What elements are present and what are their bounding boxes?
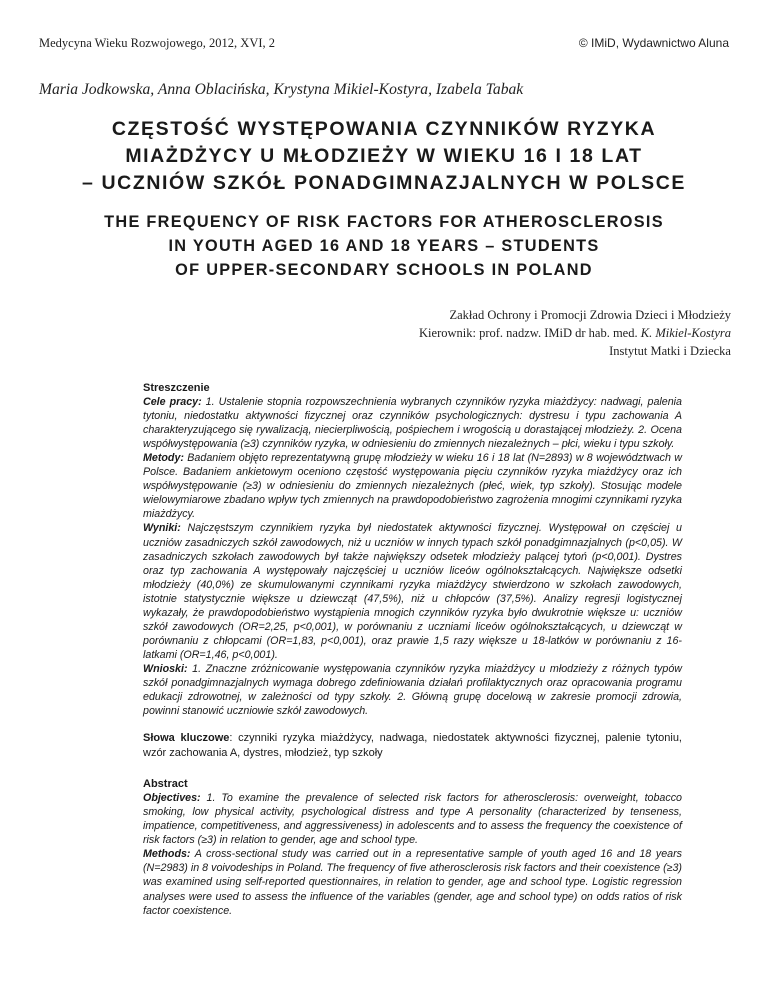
results-text: Najczęstszym czynnikiem ryzyka był niedostatek aktywności fizycznej. Występował on częściej u uczniów zasadniczych szkół zawodowych, niż u uczniów w innych typach szkół ponadgimnazjalnych (p<0,05). W zasadniczych szkołach zawodowych był także największy odsetek młodzieży palącej tytoń (p<0,001). Dystres oraz typ zachowania A występowały najczęściej u uczniów liceów ogólnokształcących. Największe odsetki młodzieży (40,0%) ze skumulowanymi czynnikami ryzyka miażdżycy stwierdzono w szkołach zawodowych, istotnie statystycznie większe u dziewcząt (47,5%), niż u chłopców (37,5%). Analizy regresji logistycznej wykazały, że prawdopodobieństwo wystąpienia mnogich czynników ryzyka było dwukrotnie większe u: uczniów szkół zawodowych (OR=2,25, p<0,001), w porównaniu z uczniami liceów ogólnokształcących, u dziewcząt w porównaniu z chłopcami (OR=1,83, p<0,001), oraz prawie 1,5 razy większe u 18-latków w porównaniu z 16-latkami (OR=1,46, p<0,001).	[143, 522, 682, 661]
affiliation-head-name: K. Mikiel-Kostyra	[640, 326, 731, 340]
objectives-text: 1. To examine the prevalence of selected risk factors for atherosclerosis: overweight, tobacco smoking, low physical activity, psychological distress and type A personality (characterized by tenseness, impatience, competitiveness, and aggressiveness) in adolescents and to assess the frequency the coexistence of risk factors (≥3) in relation to gender, age and school type.	[143, 792, 682, 847]
affiliation-head	[419, 324, 731, 342]
abstract-heading: Abstract	[143, 778, 188, 791]
title-english-line: IN YOUTH AGED 16 AND 18 YEARS – STUDENTS	[168, 237, 600, 255]
keywords-label: Słowa kluczowe	[143, 732, 230, 745]
journal-citation: Medycyna Wieku Rozwojowego, 2012, XVI, 2	[39, 36, 276, 50]
title-polish	[0, 116, 768, 197]
methods-text: Badaniem objęto reprezentatywną grupę młodzieży w wieku 16 i 18 lat (N=2893) w 8 województwach w Polsce. Badaniem ankietowym oceniono częstość występowania pięciu czynników ryzyka miażdżycy oraz ich współwystępowanie (≥3) w odniesieniu do zmiennych niezależnych (płeć, wiek, typ szkoły). Stosując modele wielowymiarowe zbadano wpływ tych zmiennych na prawdopodobieństwo zagrożenia mnogimi czynnikami ryzyka miażdżycy.	[143, 452, 682, 521]
conclusions-text: 1. Znaczne zróżnicowanie występowania czynników ryzyka miażdżycy u młodzieży z różnych typów szkół ponadgimnazjalnych wymaga dobrego zdefiniowania działań profilaktycznych oraz opracowania programu edukacji zdrowotnej, w zależności od typy szkoły. 2. Główną grupę docelową w zakresie promocji zdrowia, powinni stanowić uczniowie szkół zawodowych.	[143, 662, 682, 718]
author-list: Maria Jodkowska, Anna Oblacińska, Krystyna Mikiel-Kostyra, Izabela Tabak	[39, 81, 524, 98]
title-english-line: THE FREQUENCY OF RISK FACTORS FOR ATHEROSCLEROSIS	[104, 213, 664, 231]
abstract-block	[143, 381, 682, 918]
affiliation-institute: Instytut Matki i Dziecka	[609, 344, 731, 358]
affiliation-head-prefix: Kierownik: prof. nadzw. IMiD dr hab. med.	[419, 326, 641, 340]
keywords-text: : czynniki ryzyka miażdżycy, nadwaga, niedostatek aktywności fizycznej, palenie tytoniu, wzór zachowania A, dystres, młodzież, typ szkoły	[143, 732, 682, 760]
abstract-objectives	[143, 791, 682, 847]
conclusions-label: Wnioski:	[143, 662, 188, 675]
objectives-label: Objectives:	[143, 792, 201, 805]
results-label: Wyniki:	[143, 522, 181, 535]
title-polish-line: MIAŻDŻYCY U MŁODZIEŻY W WIEKU 16 I 18 LAT	[125, 145, 643, 167]
abstract-methods	[143, 847, 682, 917]
copyright-notice: © IMiD, Wydawnictwo Aluna	[578, 36, 729, 50]
title-english-line: OF UPPER-SECONDARY SCHOOLS IN POLAND	[175, 261, 593, 279]
streszczenie-results	[143, 521, 682, 661]
title-polish-line: – UCZNIÓW SZKÓŁ PONADGIMNAZJALNYCH W POLSCE	[82, 172, 686, 194]
title-english	[0, 210, 768, 282]
abstract-methods-text: A cross-sectional study was carried out in a representative sample of youth aged 16 and 18 years (N=2983) in 8 voivodeships in Poland. The frequency of five atherosclerosis risk factors and their coexistence (≥3) was examined using self-reported questionnaires, in relation to gender, age and school type. Logistic regression analyses were used to assess the influence of the variables (gender, age and school type) on odds ratios of risk factor coexistence.	[143, 848, 682, 917]
streszczenie-heading: Streszczenie	[143, 382, 210, 394]
methods-label: Metody:	[143, 452, 184, 465]
aims-text: 1. Ustalenie stopnia rozpowszechnienia wybranych czynników ryzyka miażdżycy: nadwagi, palenia tytoniu, niedostatku aktywności fizycznej oraz czynników psychologicznych: dystresu i typu zachowania A charakteryzującego się rywalizacją, niecierpliwością, pośpiechem i wrogością u dorastającej młodzieży. 2. Ocena współwystępowania (≥3) czynników ryzyka, w odniesieniu do zmiennych niezależnych – płci, wieku i typu szkoły.	[143, 396, 682, 451]
affiliation-department: Zakład Ochrony i Promocji Zdrowia Dzieci i Młodzieży	[449, 308, 731, 322]
streszczenie-methods	[143, 451, 682, 521]
streszczenie-conclusions	[143, 662, 682, 718]
abstract-methods-label: Methods:	[143, 848, 191, 861]
title-polish-line: CZĘSTOŚĆ WYSTĘPOWANIA CZYNNIKÓW RYZYKA	[111, 118, 657, 140]
affiliation	[419, 306, 731, 360]
aims-label: Cele pracy:	[143, 396, 202, 409]
streszczenie-aims	[143, 395, 682, 451]
keywords	[143, 731, 682, 761]
